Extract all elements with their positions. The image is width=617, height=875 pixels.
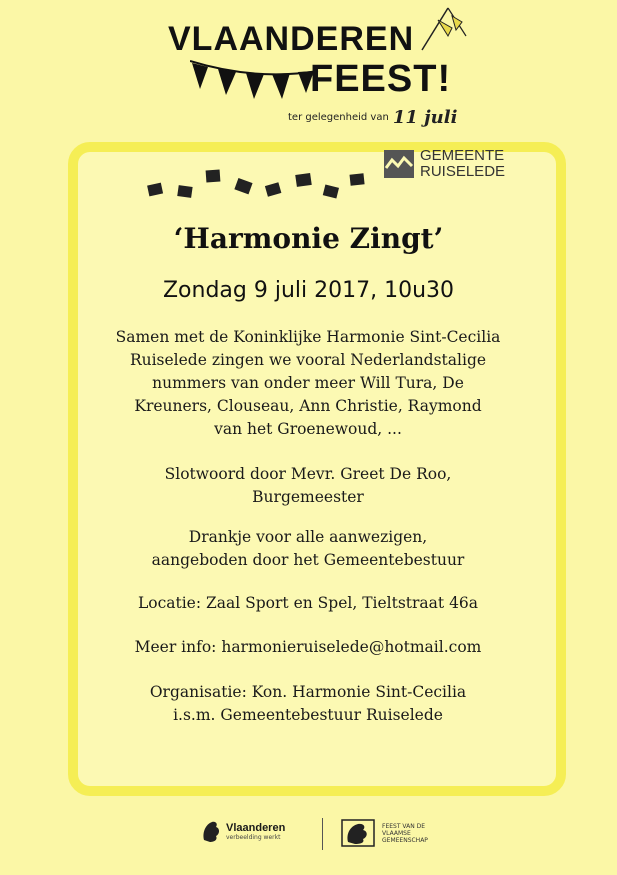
drinks-paragraph	[98, 526, 518, 572]
bunting-icon	[142, 160, 372, 210]
logo-vlaanderen-text: VLAANDEREN	[168, 20, 415, 58]
text-line: Ruiselede zingen we vooral Nederlandstalige	[129, 351, 487, 369]
gemeente-logo	[384, 146, 505, 182]
closing-speech-paragraph	[98, 463, 518, 509]
gemeente-line1: GEMEENTE	[420, 147, 505, 164]
lion-icon	[340, 818, 376, 848]
logo-date: 11 juli	[392, 107, 458, 128]
text-line: aangeboden door het Gemeentebestuur	[151, 551, 465, 569]
text-line: Samen met de Koninklijke Harmonie Sint-Cecilia	[115, 328, 501, 346]
lion-icon	[200, 818, 222, 844]
text-line: Locatie: Zaal Sport en Spel, Tieltstraat 46a	[137, 594, 479, 612]
logo-subtitle	[288, 104, 458, 128]
footer-vlaanderen-text: Vlaanderen	[226, 821, 286, 834]
description-paragraph	[98, 326, 518, 441]
footer-vlaanderen-sub: verbeelding werkt	[226, 833, 281, 841]
vlaanderen-footer-logo	[200, 818, 285, 844]
text-line: Drankje voor alle aanwezigen,	[188, 528, 428, 546]
location-paragraph	[98, 592, 518, 615]
header	[0, 0, 617, 140]
footer-feest-line: FEEST VAN DE	[382, 822, 426, 830]
text-line: nummers van onder meer Will Tura, De	[152, 374, 464, 392]
text-line: Kreuners, Clouseau, Ann Christie, Raymond	[134, 397, 482, 415]
gemeente-line2: RUISELEDE	[420, 163, 506, 180]
pennant-flag-icon	[418, 6, 470, 52]
footer-feest-line: VLAAMSE	[382, 829, 411, 837]
logo-feest-text: FEEST!	[310, 58, 452, 100]
text-line: Meer info: harmonieruiselede@hotmail.com	[134, 638, 482, 656]
text-line: van het Groenewoud, ...	[214, 420, 402, 438]
organisation-paragraph	[98, 681, 518, 727]
text-line: Slotwoord door Mevr. Greet De Roo,	[164, 465, 452, 483]
logo-sub-text: ter gelegenheid van	[288, 112, 389, 123]
footer-divider	[322, 818, 323, 850]
gemeente-wave-icon	[384, 150, 414, 178]
feest-footer-logo	[340, 818, 428, 848]
text-line: Organisatie: Kon. Harmonie Sint-Cecilia	[149, 683, 467, 701]
event-title: ‘Harmonie Zingt’	[173, 222, 444, 255]
event-date: Zondag 9 juli 2017, 10u30	[162, 278, 455, 303]
text-line: i.s.m. Gemeentebestuur Ruiselede	[173, 706, 443, 724]
info-paragraph	[98, 636, 518, 659]
footer-feest-line: GEMEENSCHAP	[382, 836, 428, 844]
text-line: Burgemeester	[252, 488, 364, 506]
